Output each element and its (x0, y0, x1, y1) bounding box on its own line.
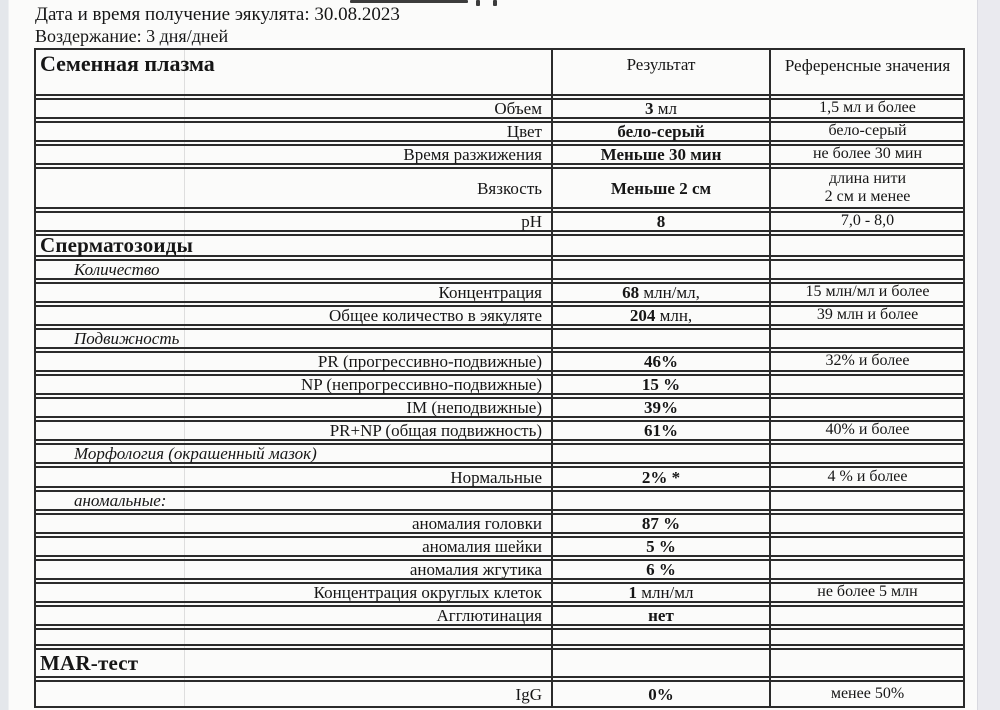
param-label: NP (непрогрессивно-подвижные) (300, 375, 542, 394)
param-label: аномалия жгутика (409, 560, 542, 579)
reference-cell (770, 213, 965, 230)
result-cell (552, 607, 770, 624)
result-cell (552, 538, 770, 555)
table-row (34, 466, 965, 488)
reference-cell (770, 146, 965, 163)
reference-value: 1,5 мл и более (819, 99, 916, 117)
param-label: pH (521, 212, 542, 231)
result-cell (552, 492, 770, 509)
reference-cell (770, 307, 965, 324)
table-row (34, 305, 965, 326)
result-cell (552, 515, 770, 532)
table-row (34, 144, 965, 165)
reference-column-header: Референсные значения (784, 56, 951, 75)
result-value: 61% (644, 421, 678, 440)
table-row (34, 397, 965, 418)
table-row (34, 680, 965, 708)
result-value: 3 (645, 99, 654, 118)
table-row (34, 648, 965, 678)
result-value: 5 % (646, 537, 676, 556)
table-border-left (34, 48, 36, 708)
param-label: IM (неподвижные) (406, 398, 542, 417)
result-value: 39% (644, 398, 678, 417)
table-row (34, 374, 965, 395)
table-row (34, 98, 965, 119)
reference-value: 40% и более (825, 421, 910, 439)
reference-value: бело-серый (828, 122, 907, 140)
section-label: Сперматозоиды (40, 233, 194, 257)
reference-value: не более 5 млн (817, 583, 918, 601)
reference-value: 39 млн и более (816, 306, 919, 324)
table-row (34, 351, 965, 372)
result-value: 2% * (641, 467, 681, 487)
reference-cell (770, 330, 965, 347)
result-cell (552, 650, 770, 676)
result-cell (552, 468, 770, 486)
result-value: Меньше 30 мин (600, 145, 722, 164)
reference-cell (770, 353, 965, 370)
param-label: Объем (494, 99, 542, 118)
result-unit: млн/мл, (639, 283, 700, 302)
table-row (34, 605, 965, 626)
param-label: Агглютинация (436, 606, 542, 625)
result-cell (552, 376, 770, 393)
reference-cell (770, 468, 965, 486)
table-row (34, 559, 965, 580)
reference-cell (770, 236, 965, 255)
reference-value: длина нити (828, 169, 907, 187)
table-header-row (34, 48, 965, 96)
result-value: 204 (629, 306, 656, 325)
cutoff-text-artifact (350, 0, 468, 3)
result-value: 87 % (641, 514, 681, 533)
report-table (34, 48, 965, 710)
reference-cell (770, 445, 965, 462)
table-row (34, 536, 965, 557)
result-value: 46% (644, 352, 678, 371)
table-row (34, 443, 965, 464)
result-cell (552, 169, 770, 207)
collection-datetime-line: Дата и время получение эякулята: 30.08.2023 (35, 4, 400, 25)
reference-cell (770, 584, 965, 601)
reference-cell (770, 538, 965, 555)
table-row (34, 513, 965, 534)
param-label: Цвет (506, 122, 542, 141)
param-label: аномалия головки (412, 514, 542, 533)
reference-cell (770, 422, 965, 439)
group-label: Морфология (окрашенный мазок) (74, 444, 317, 463)
result-cell (552, 123, 770, 140)
param-label: PR (прогрессивно-подвижные) (317, 352, 542, 371)
table-row (34, 490, 965, 511)
reference-value: 32% и более (825, 352, 910, 370)
param-label: IgG (515, 684, 542, 704)
result-cell (552, 445, 770, 462)
param-label: Концентрация округлых клеток (313, 583, 542, 602)
reference-cell (770, 492, 965, 509)
param-label: Вязкость (477, 178, 542, 198)
table-row (34, 234, 965, 257)
table-body (34, 48, 965, 710)
table-row (34, 282, 965, 303)
result-cell (552, 100, 770, 117)
result-cell (552, 630, 770, 644)
result-cell (552, 236, 770, 255)
table-row (34, 582, 965, 603)
group-label: Количество (74, 260, 160, 279)
reference-cell (770, 100, 965, 117)
result-value: нет (648, 606, 674, 625)
reference-cell (770, 169, 965, 207)
reference-cell (770, 650, 965, 676)
result-cell (552, 213, 770, 230)
table-border-right (963, 48, 965, 708)
param-label: Общее количество в эякуляте (329, 306, 542, 325)
scan-edge-left (0, 0, 9, 710)
table-row (34, 211, 965, 232)
reference-cell (770, 630, 965, 644)
table-row (34, 420, 965, 441)
reference-cell (770, 682, 965, 706)
cutoff-text-artifact (493, 0, 497, 6)
param-label: PR+NP (общая подвижность) (329, 421, 542, 440)
reference-value: 15 млн/мл и более (805, 283, 930, 301)
param-label: аномалия шейки (422, 537, 542, 556)
result-cell (552, 399, 770, 416)
reference-value: менее 50% (830, 684, 905, 702)
reference-cell (770, 561, 965, 578)
result-cell (552, 584, 770, 601)
reference-cell (770, 123, 965, 140)
result-value: 1 (628, 583, 637, 602)
reference-value: 4 % и более (827, 467, 908, 485)
reference-cell (770, 261, 965, 278)
result-unit: млн, (655, 306, 693, 325)
section-label: MAR-тест (40, 650, 139, 675)
result-cell (552, 422, 770, 439)
reference-cell (770, 515, 965, 532)
abstinence-line: Воздержание: 3 дня/дней (35, 26, 229, 46)
reference-cell (770, 284, 965, 301)
param-label: Нормальные (450, 467, 542, 487)
reference-value: не более 30 мин (812, 145, 923, 163)
table-row (34, 628, 965, 646)
result-value: Меньше 2 см (610, 178, 712, 198)
result-value: 8 (656, 212, 666, 231)
result-cell (552, 261, 770, 278)
result-cell (552, 146, 770, 163)
cutoff-text-artifact (476, 0, 480, 6)
table-row (34, 167, 965, 209)
result-cell (552, 561, 770, 578)
result-value: бело-серый (617, 122, 705, 141)
result-value: 6 % (646, 560, 676, 579)
table-row (34, 259, 965, 280)
param-label: Концентрация (438, 283, 542, 302)
result-cell (552, 353, 770, 370)
reference-value: 7,0 - 8,0 (840, 212, 895, 230)
table-divider-param-result (551, 48, 553, 708)
result-cell (552, 307, 770, 324)
result-unit: мл (653, 99, 677, 118)
result-cell (552, 284, 770, 301)
table-title: Семенная плазма (40, 51, 215, 76)
result-unit: млн/мл (636, 583, 694, 602)
reference-cell (770, 607, 965, 624)
result-cell (552, 330, 770, 347)
reference-value: 2 см и менее (824, 188, 911, 205)
result-cell (552, 682, 770, 706)
table-row (34, 121, 965, 142)
group-label: аномальные: (74, 491, 167, 510)
group-label: Подвижность (74, 329, 180, 348)
scan-edge-right (977, 0, 1000, 710)
result-value: 68 (622, 283, 640, 302)
reference-cell (770, 399, 965, 416)
result-value: 0% (648, 684, 674, 704)
reference-cell (770, 376, 965, 393)
result-column-header: Результат (626, 55, 696, 74)
table-divider-result-ref (769, 48, 771, 708)
result-value: 15 % (641, 375, 681, 394)
table-row (34, 328, 965, 349)
param-label: Время разжижения (403, 145, 542, 164)
param-label (34, 630, 552, 644)
